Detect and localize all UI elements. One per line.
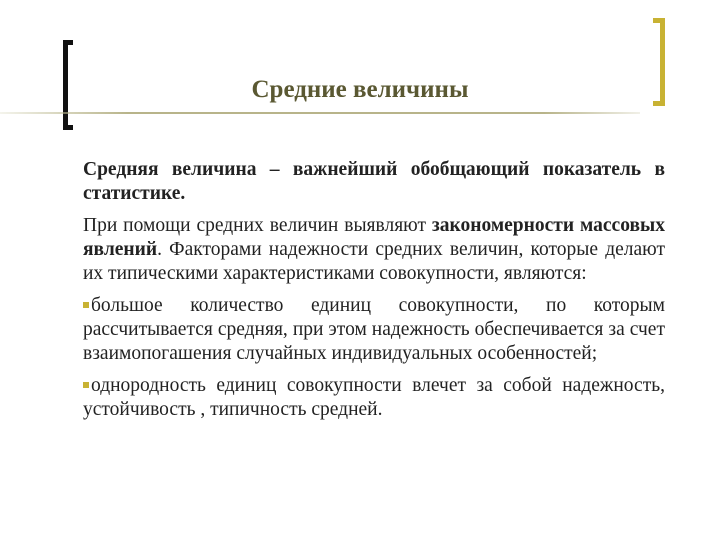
bullet-text-1: большое количество единиц совокупности, по которым рассчитывается средняя, при этом надежность обеспечивается за счет взаимопогашения случайных индивидуальных особенностей; <box>83 295 665 364</box>
factors-paragraph <box>83 214 665 286</box>
bullet-item-1 <box>83 294 665 366</box>
definition-paragraph: Средняя величина – важнейший обобщающий показатель в статистике. <box>83 159 665 204</box>
title-underline <box>0 112 640 114</box>
factors-intro: При помощи средних величин выявляют <box>83 215 432 236</box>
square-bullet-icon <box>83 302 89 308</box>
bullet-text-2: однородность единиц совокупности влечет за собой надежность, устойчивость , типичность средней. <box>83 375 665 420</box>
slide-content <box>83 158 665 422</box>
slide-title: Средние величины <box>251 76 469 103</box>
left-bracket-decoration <box>63 40 73 130</box>
right-bracket-decoration <box>653 18 665 106</box>
square-bullet-icon <box>83 382 89 388</box>
factors-bold-phrase: закономерности массовых явлений <box>83 215 665 260</box>
factors-rest: . Факторами надежности средних величин, которые делают их типическими характеристиками совокупности, являются: <box>83 239 665 284</box>
bullet-item-2 <box>83 374 665 422</box>
